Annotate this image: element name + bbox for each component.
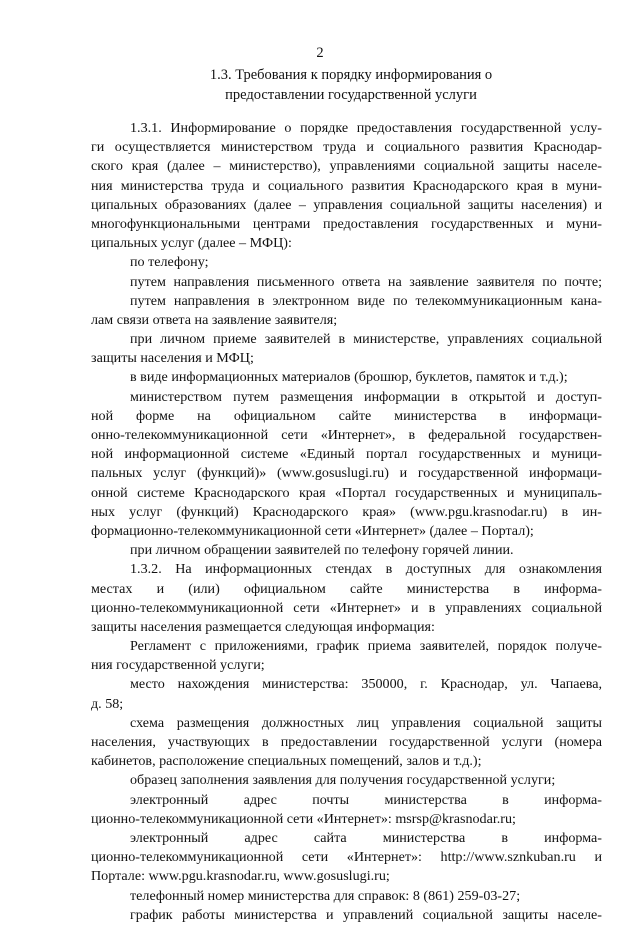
- text-line: Регламент с приложениями, график приема заявителей, порядок получе-: [130, 638, 602, 655]
- text-line: формационно-телекоммуникационной сети «Интернет» (далее – Портал);: [91, 522, 534, 539]
- text-line: место нахождения министерства: 350000, г. Краснодар, ул. Чапаева,: [130, 676, 602, 693]
- text-line: ния государственной услуги;: [91, 657, 265, 674]
- text-line: защиты населения размещается следующая информация:: [91, 618, 435, 635]
- text-line: ционно-телекоммуникационной сети «Интернет» и в управлениях социальной: [91, 599, 602, 616]
- text-line: онно-телекоммуникационной сети «Интернет», в федеральной государствен-: [91, 427, 602, 443]
- text-line: при личном обращении заявителей по телефону горячей линии.: [130, 542, 514, 559]
- text-line: 1.3.1. Информирование о порядке предоставления государственной услу-: [130, 120, 602, 136]
- text-line: ского края (далее – министерство), управлениями социальной защиты населе-: [91, 158, 602, 175]
- text-line: при личном приеме заявителей в министерстве, управлениях социальной: [130, 331, 602, 348]
- text-line: путем направления письменного ответа на заявление заявителя по почте;: [130, 273, 602, 290]
- text-line: ния министерства труда и социального развития Краснодарского края в муни-: [91, 177, 602, 194]
- text-line: в виде информационных материалов (брошюр, буклетов, памяток и т.д.);: [130, 369, 568, 386]
- text-line: путем направления в электронном виде по телекоммуникационным кана-: [130, 292, 602, 309]
- text-line: электронный адрес сайта министерства в информа-: [130, 829, 602, 846]
- text-line: пальных услуг (функций)» (www.gosuslugi.ru) и государственной информаци-: [91, 465, 602, 482]
- text-line: образец заполнения заявления для получения государственной услуги;: [130, 772, 556, 789]
- text-line: кабинетов, расположение специальных помещений, залов и т.д.);: [91, 753, 482, 770]
- text-line: электронный адрес почты министерства в информа-: [130, 791, 602, 808]
- text-line: ной информационной системе «Единый портал государственных и муници-: [91, 446, 602, 463]
- text-line: ных услуг (функций) Краснодарского края» (www.pgu.krasnodar.ru) в ин-: [91, 503, 602, 520]
- text-line: местах и (или) официальном сайте министерства в информа-: [91, 580, 602, 597]
- text-line: 1.3.2. На информационных стендах в доступных для ознакомления: [130, 561, 602, 578]
- text-line: схема размещения должностных лиц управления социальной защиты: [130, 714, 602, 731]
- text-line: д. 58;: [91, 695, 124, 712]
- text-line: лам связи ответа на заявление заявителя;: [91, 311, 338, 328]
- section-heading: [96, 66, 606, 105]
- text-line: многофункциональными центрами предоставления государственных и муни-: [91, 215, 602, 232]
- page-number: 2: [316, 45, 324, 61]
- text-line: график работы министерства и управлений социальной защиты населе-: [130, 906, 602, 923]
- text-line: ционно-телекоммуникационной сети «Интернет»: msrsp@krasnodar.ru;: [91, 810, 516, 827]
- section-heading-line: 1.3. Требования к порядку информирования о: [209, 67, 493, 83]
- text-line: ной форме на официальном сайте министерства в информаци-: [91, 407, 602, 424]
- document-body: [91, 119, 602, 925]
- text-line: ги осуществляется министерством труда и социального развития Краснодар-: [91, 139, 602, 156]
- text-line: ципальных услуг (далее – МФЦ):: [91, 235, 292, 252]
- text-line: Портале: www.pgu.krasnodar.ru, www.gosuslugi.ru;: [91, 868, 390, 885]
- text-line: защиты населения и МФЦ;: [91, 350, 254, 367]
- text-line: населения, участвующих в предоставлении государственной услуги (номера: [91, 734, 602, 750]
- text-line: телефонный номер министерства для справок: 8 (861) 259-03-27;: [130, 887, 521, 904]
- text-line: по телефону;: [130, 254, 209, 271]
- text-line: онной системе Краснодарского края «Портал государственных и муниципаль-: [91, 484, 602, 501]
- text-line: министерством путем размещения информации в открытой и доступ-: [130, 388, 602, 405]
- text-line: ципальных образованиях (далее – управления социальной защиты населения) и: [91, 196, 602, 213]
- section-heading-line: предоставлении государственной услуги: [225, 86, 477, 103]
- text-line: ционно-телекоммуникационной сети «Интернет»: http://www.sznkuban.ru и: [91, 849, 602, 866]
